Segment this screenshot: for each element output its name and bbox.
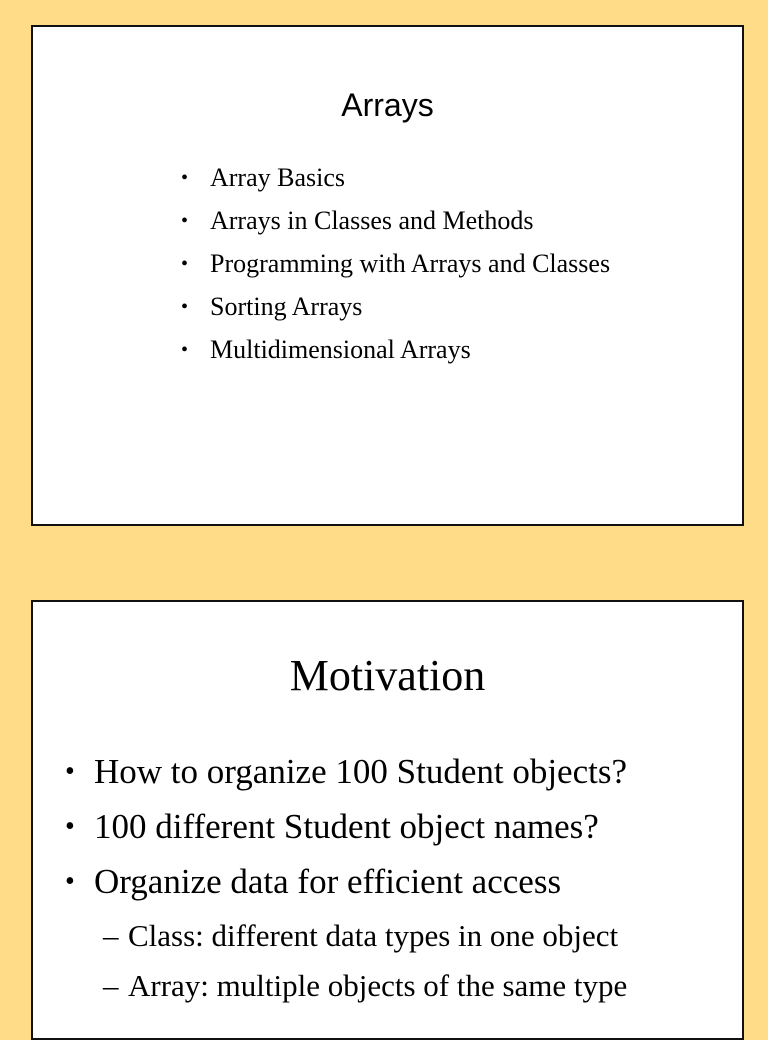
list-item bbox=[65, 750, 627, 805]
bullet-icon: • bbox=[181, 167, 189, 189]
bullet-icon: • bbox=[181, 253, 189, 275]
slide-arrays bbox=[31, 25, 744, 526]
list-item bbox=[181, 206, 610, 249]
list-item-text: Programming with Arrays and Classes bbox=[210, 249, 611, 278]
bullet-icon: • bbox=[65, 811, 75, 842]
slide-motivation bbox=[31, 600, 744, 1040]
sub-list-item bbox=[65, 965, 627, 1015]
slide-title: Arrays bbox=[341, 87, 434, 123]
dash-icon: – bbox=[103, 968, 119, 1003]
sub-list-item-text: Class: different data types in one object bbox=[128, 918, 619, 953]
bullet-icon: • bbox=[65, 866, 75, 897]
list-item-text: Sorting Arrays bbox=[210, 292, 363, 321]
slide-title: Motivation bbox=[289, 651, 486, 700]
list-item-text: Array Basics bbox=[210, 163, 346, 192]
list-item bbox=[181, 335, 610, 378]
list-item bbox=[181, 292, 610, 335]
dash-icon: – bbox=[103, 918, 119, 953]
list-item-text: Organize data for efficient access bbox=[94, 862, 562, 901]
list-item bbox=[65, 860, 627, 915]
list-item-text: 100 different Student object names? bbox=[94, 807, 599, 846]
sub-list-item bbox=[65, 915, 627, 965]
list-item bbox=[181, 249, 610, 292]
list-item-text: Multidimensional Arrays bbox=[210, 335, 471, 364]
list-item bbox=[181, 163, 610, 206]
bullet-list bbox=[181, 163, 610, 378]
list-item-text: Arrays in Classes and Methods bbox=[210, 206, 534, 235]
list-item bbox=[65, 805, 627, 860]
bullet-list bbox=[65, 750, 627, 1015]
list-item-text: How to organize 100 Student objects? bbox=[94, 752, 627, 791]
bullet-icon: • bbox=[181, 210, 189, 232]
bullet-icon: • bbox=[181, 296, 189, 318]
bullet-icon: • bbox=[181, 339, 189, 361]
sub-list-item-text: Array: multiple objects of the same type bbox=[128, 968, 628, 1003]
bullet-icon: • bbox=[65, 756, 75, 787]
